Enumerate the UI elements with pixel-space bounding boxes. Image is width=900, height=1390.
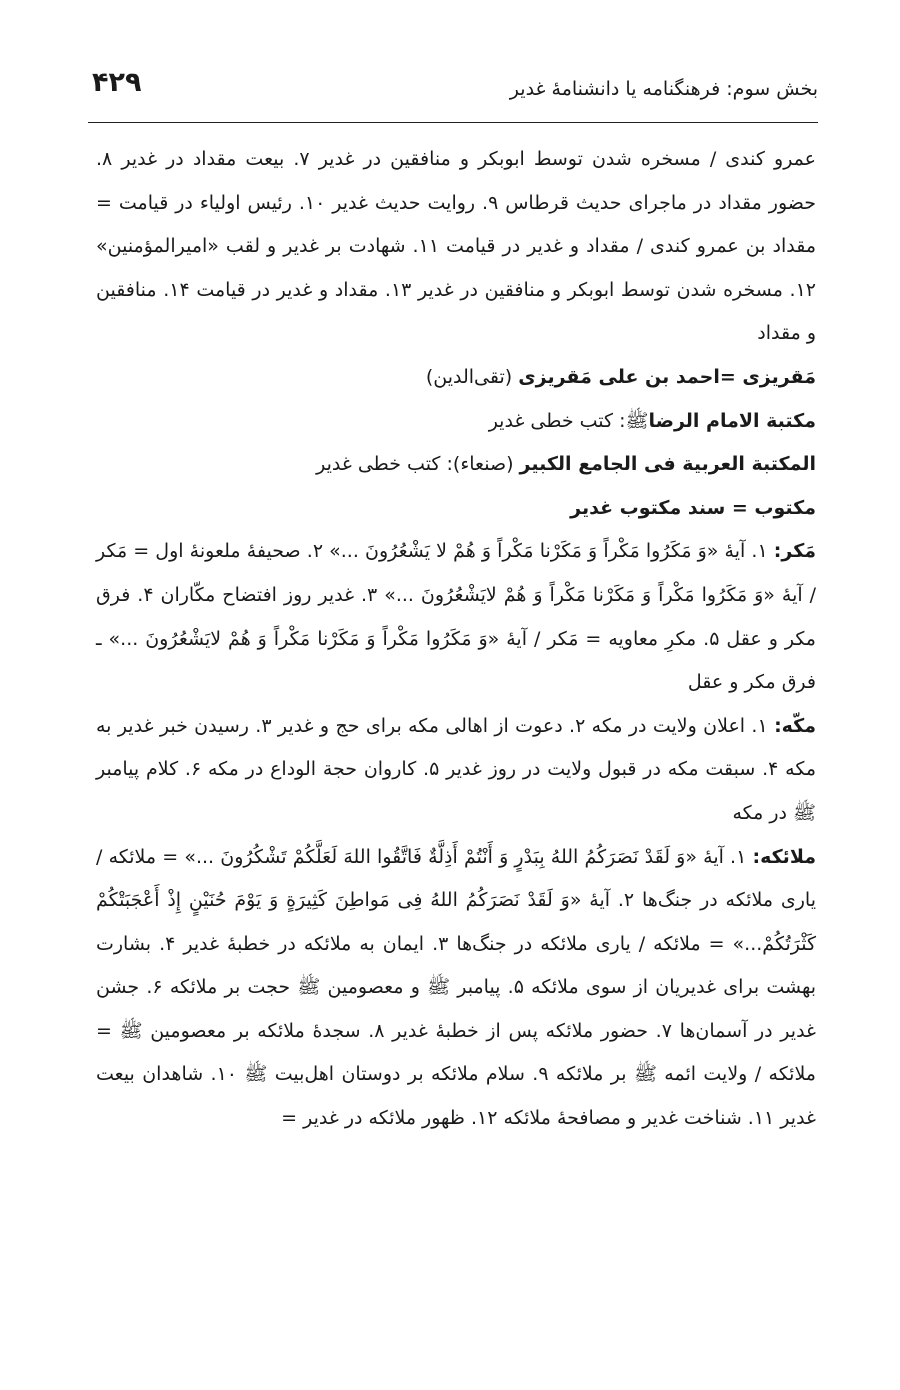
body-text — [96, 138, 816, 1141]
entry-text: ۱. آیۀ «وَ لَقَدْ نَصَرَکُمُ اللهُ بِبَدْرٍ وَ أَنْتُمْ أَذِلَّةٌ فَاتَّقُوا اللهَ لَعَلَّکُمْ تَشْکُرُونَ ...» = ملائکه /یاری ملائکه در جنگ‌ها ۲. آیۀ «وَ لَقَدْ نَصَرَکُمُ اللهُ فِی مَواطِنَ کَثِیرَةٍ وَ یَوْمَ حُنَیْنٍ إِذْ أَعْجَبَتْکُمْ کَثْرَتُکُمْ...» = ملائکه / یاری ملائکه در جنگ‌ها ۳. ایمان به ملائکه در خطبۀ غدیر ۴. بشارت بهشت برای غدیریان از سوی ملائکه ۵. پیامبر ﷺ و معصومین ﷺ حجت بر ملائکه ۶. جشن غدیر در آسمان‌ها ۷. حضور ملائکه پس از خطبۀ غدیر ۸. سجدۀ ملائکه بر معصومین ﷺ = ملائکه / ولایت ائمه ﷺ بر ملائکه ۹. سلام ملائکه بر دوستان اهل‌بیت ﷺ ۱۰. شاهدان بیعت غدیر ۱۱. شناخت غدیر و مصافحۀ ملائکه ۱۲. ظهور ملائکه در غدیر = — [96, 845, 816, 1130]
entry-continuation — [96, 138, 816, 356]
page-number: ۴۲۹ — [92, 67, 142, 98]
header-rule — [88, 122, 818, 123]
entry-maktabat-al-reza — [96, 400, 816, 444]
entry-text: (صنعاء): کتب خطی غدیر — [316, 453, 520, 476]
entry-text: ﷺ: کتب خطی غدیر — [488, 409, 649, 432]
running-title: بخش سوم: فرهنگنامه یا دانشنامۀ غدیر — [509, 78, 818, 100]
entry-maktub — [96, 487, 816, 531]
entry-headword: مکتبة الامام الرضا — [648, 409, 816, 432]
entry-headword: مکّه: — [774, 714, 816, 737]
entry-headword: مَقریزی =احمد بن علی مَقریزی — [518, 365, 816, 388]
entry-headword: ملائکه: — [752, 845, 817, 868]
entry-maktabat-al-arabiya — [96, 443, 816, 487]
entry-headword: المکتبة العربیة فی الجامع الکبیر — [519, 453, 816, 476]
entry-text: ۱. اعلان ولایت در مکه ۲. دعوت از اهالی مکه برای حج و غدیر ۳. رسیدن خبر غدیر به مکه ۴. سبقت مکه در قبول ولایت در روز غدیر ۵. کاروان حجة الوداع در مکه ۶. کلام پیامبر ﷺ در مکه — [96, 714, 816, 824]
entry-headword: مکتوب = سند مکتوب غدیر — [570, 496, 816, 519]
entry-text: (تقی‌الدین) — [425, 365, 519, 388]
entry-headword: مَکر: — [773, 540, 817, 563]
entry-text: ۱. آیۀ «وَ مَکَرُوا مَکْراً وَ مَکَرْنا مَکْراً وَ هُمْ لا یَشْعُرُونَ ...» ۲. صحیفۀ ملعونۀ اول = مَکر / آیۀ «وَ مَکَرُوا مَکْراً وَ مَکَرْنا مَکْراً وَ هُمْ لایَشْعُرُونَ ...» ۳. غدیر روز افتضاح مکّاران ۴. فرق مکر و عقل ۵. مکرِ معاویه = مَکر / آیۀ «وَ مَکَرُوا مَکْراً وَ مَکَرْنا مَکْراً وَ هُمْ لایَشْعُرُونَ ...» ـ فرق مکر و عقل — [96, 540, 816, 694]
entry-malaekeh — [96, 836, 816, 1141]
entry-text: عمرو کندی / مسخره شدن توسط ابوبکر و منافقین در غدیر ۷. بیعت مقداد در غدیر ۸. حضور مقداد در ماجرای حدیث قرطاس ۹. روایت حدیث غدیر ۱۰. رئیس اولیاء در قیامت = مقداد بن عمرو کندی / مقداد و غدیر در قیامت ۱۱. شهادت بر غدیر و لقب «امیرالمؤمنین» ۱۲. مسخره شدن توسط ابوبکر و منافقین در غدیر ۱۳. مقداد و غدیر در قیامت ۱۴. منافقین و مقداد — [96, 148, 817, 345]
page-header — [88, 62, 818, 112]
entry-maqrizi — [96, 356, 816, 400]
entry-makkah — [96, 705, 816, 836]
entry-makr — [96, 530, 816, 704]
